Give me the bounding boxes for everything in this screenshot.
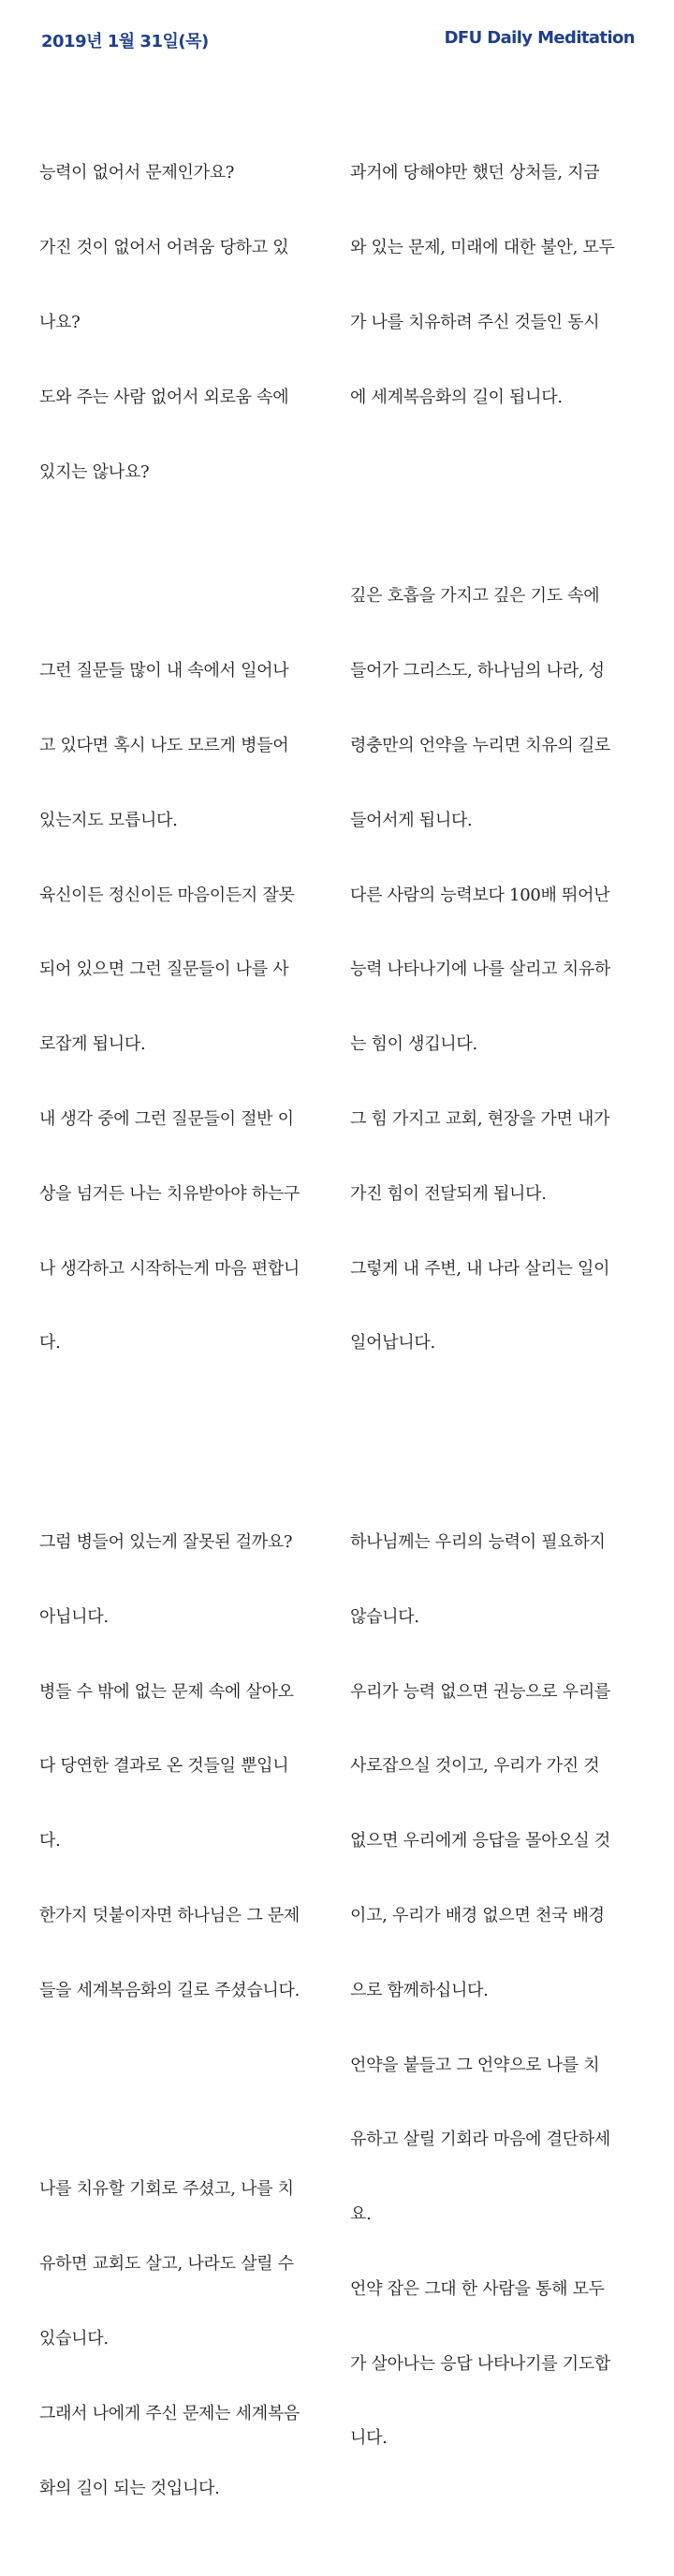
text-line: 다 당연한 결과로 온 것들일 뿐입니 [39,1756,289,1777]
text-line: 로잡게 됩니다. [39,1034,146,1055]
text-line: 나를 치유할 기회로 주셨고, 나를 치 [39,2179,294,2200]
text-line: 아닙니다. [39,1606,109,1627]
text-line: 니다. [350,2428,388,2449]
text-line: 그 힘 가지고 교회, 현장을 가면 내가 [350,1108,610,1129]
paragraph [350,111,636,460]
text-line: 있지는 않나요? [39,461,150,482]
text-line: 그럼 병들어 있는게 잘못된 걸까요? [39,1532,293,1553]
page-header [0,0,674,56]
text-line: 도와 주는 사람 없어서 외로움 속에 [39,387,289,407]
text-line: 않습니다. [350,1606,419,1627]
text-line: 있습니다. [39,2329,109,2349]
paragraph [39,2128,320,2551]
text-line: 으로 함께하십니다. [350,1980,489,2000]
publication-title: DFU Daily Meditation [444,28,635,48]
text-line: 가 살아나는 응답 나타나기를 기도합 [350,2353,611,2374]
text-line: 나 생각하고 시작하는게 마음 편합니 [39,1258,300,1279]
text-line: 그렇게 내 주변, 내 나라 살리는 일이 [350,1258,610,1279]
text-line: 일어납니다. [350,1333,435,1354]
text-line: 능력 나타나기에 나를 살리고 치유하 [350,959,611,980]
text-line: 다. [39,1333,61,1354]
text-line: 가진 힘이 전달되게 됩니다. [350,1183,547,1204]
text-line: 우리가 능력 없으면 권능으로 우리를 [350,1681,611,1702]
text-line: 가 나를 치유하려 주신 것들인 동시 [350,312,600,332]
date-label: 2019년 1월 31일(목) [41,32,209,51]
text-line: 되어 있으면 그런 질문들이 나를 사 [39,959,289,980]
text-line: 언약 잡은 그대 한 사람을 통해 모두 [350,2278,605,2299]
text-line: 그래서 나에게 주신 문제는 세계복음 [39,2403,300,2423]
text-line: 들어서게 됩니다. [350,810,473,830]
text-line: 고 있다면 혹시 나도 모르게 병들어 [39,736,289,756]
paragraph [350,1481,636,2501]
text-line: 그런 질문들 많이 내 속에서 일어나 [39,661,289,681]
text-line: 병들 수 밖에 없는 문제 속에 살아오 [39,1681,294,1702]
text-line: 육신이든 정신이든 마음이든지 잘못 [39,885,295,905]
text-line: 이고, 우리가 배경 없으면 천국 배경 [350,1905,605,1925]
text-line: 유하고 살릴 기회라 마음에 결단하세 [350,2130,611,2150]
paragraph [350,534,636,1406]
text-line: 없으면 우리에게 응답을 몰아오실 것 [350,1831,611,1852]
text-line: 가진 것이 없어서 어려움 당하고 있 [39,238,289,258]
text-line: 능력이 없어서 문제인가요? [39,163,235,183]
text-line: 화의 길이 되는 것입니다. [39,2478,220,2498]
text-line: 다른 사람의 능력보다 100배 뛰어난 [350,885,610,905]
text-line: 에 세계복음화의 길이 됩니다. [350,387,563,407]
text-line: 들을 세계복음화의 길로 주셨습니다. [39,1980,300,2000]
text-line: 요. [350,2204,372,2225]
text-line: 와 있는 문제, 미래에 대한 불안, 모두 [350,238,615,258]
text-line: 언약을 붙들고 그 언약으로 나를 치 [350,2055,600,2075]
paragraph [39,1481,320,2054]
text-line: 내 생각 중에 그런 질문들이 절반 이 [39,1108,294,1129]
paragraph [39,111,320,534]
text-line: 깊은 호흡을 가지고 깊은 기도 속에 [350,586,600,607]
text-line: 상을 넘거든 나는 치유받아야 하는구 [39,1183,300,1204]
text-line: 는 힘이 생깁니다. [350,1034,477,1055]
text-line: 유하면 교회도 살고, 나라도 살릴 수 [39,2254,294,2275]
text-line: 나요? [39,312,81,332]
text-line: 한가지 덧붙이자면 하나님은 그 문제 [39,1905,300,1925]
text-line: 들어가 그리스도, 하나님의 나라, 성 [350,661,605,681]
text-line: 다. [39,1831,61,1852]
left-column [39,62,320,2576]
text-line: 사로잡으실 것이고, 우리가 가진 것 [350,1756,600,1777]
text-line: 하나님께는 우리의 능력이 필요하지 [350,1532,606,1553]
right-column [350,62,636,2526]
text-line: 과거에 당해야만 했던 상처들, 지금 [350,163,600,183]
text-line: 령충만의 언약을 누리면 치유의 길로 [350,736,611,756]
text-line: 있는지도 모릅니다. [39,810,178,830]
paragraph [39,609,320,1406]
